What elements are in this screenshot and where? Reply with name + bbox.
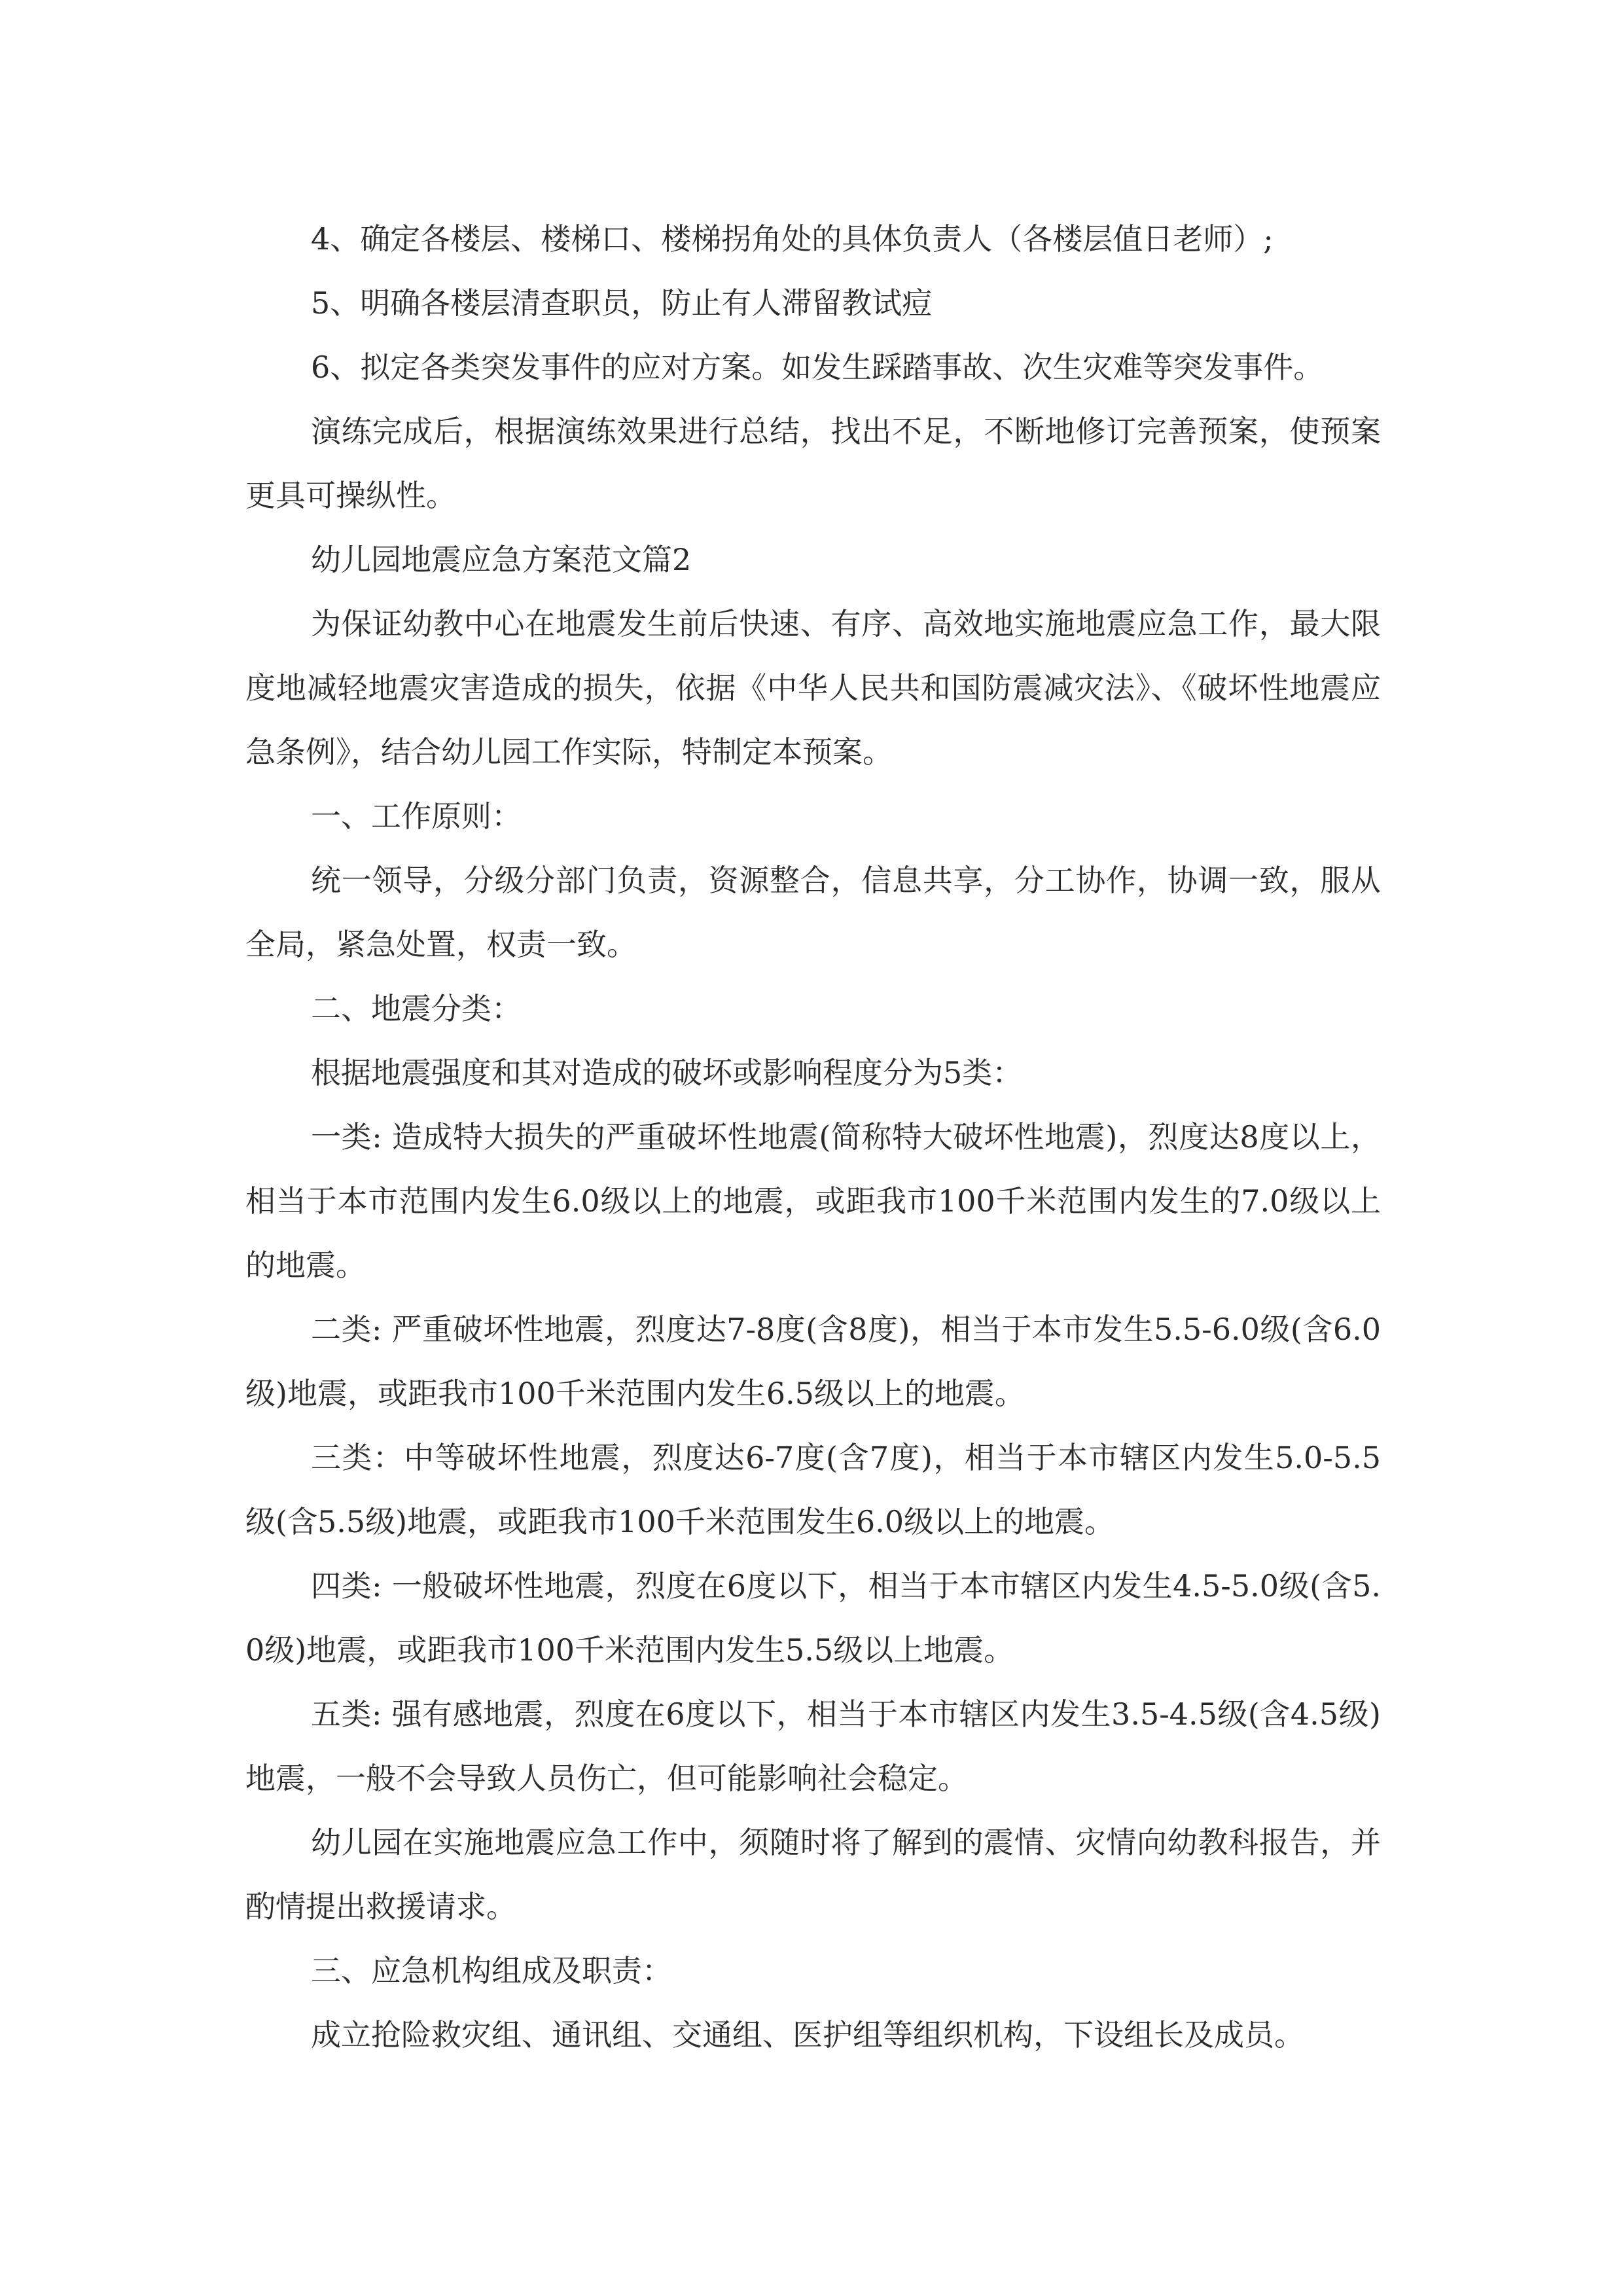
item-4-floor-responsibility: 4、确定各楼层、楼梯口、楼梯拐角处的具体负责人（各楼层值日老师）; — [311, 221, 1274, 257]
heading-earthquake-classification: 二、地震分类： — [311, 991, 522, 1026]
organization-paragraph: 成立抢险救灾组、通讯组、交通组、医护组等组织机构，下设组长及成员。 — [311, 2017, 1304, 2053]
heading-emergency-organization: 三、应急机构组成及职责： — [311, 1953, 672, 1988]
item-5-floor-inspection: 5、明确各楼层清查职员，防止有人滞留教试痘 — [311, 285, 933, 321]
purpose-paragraph: 为保证幼教中心在地震发生前后快速、有序、高效地实施地震应急工作，最大限度地减轻地震灾害造成的损失，依据《中华人民共和国防震减灾法》、《破坏性地震应急条例》，结合幼儿园工作实际，特制定本预案。 — [245, 606, 1381, 770]
classification-intro: 根据地震强度和其对造成的破坏或影响程度分为5类： — [311, 1055, 1023, 1090]
heading-work-principles: 一、工作原则： — [311, 798, 522, 834]
item-6-emergency-plans: 6、拟定各类突发事件的应对方案。如发生踩踏事故、次生灾难等突发事件。 — [311, 350, 1324, 385]
class-4-paragraph: 四类: 一般破坏性地震，烈度在6度以下，相当于本市辖区内发生4.5-5.0级(含5.0级)地震，或距我市100千米范围内发生5.5级以上地震。 — [245, 1568, 1381, 1668]
document-page — [245, 207, 1381, 2067]
drill-summary-paragraph: 演练完成后，根据演练效果进行总结，找出不足，不断地修订完善预案，使预案更具可操纵性。 — [245, 414, 1381, 513]
work-principles-text: 统一领导，分级分部门负责，资源整合，信息共享，分工协作，协调一致，服从全局，紧急处置，权责一致。 — [245, 863, 1381, 962]
reporting-paragraph: 幼儿园在实施地震应急工作中，须随时将了解到的震情、灾情向幼教科报告，并酌情提出救援请求。 — [245, 1825, 1381, 1924]
class-1-paragraph: 一类: 造成特大损失的严重破坏性地震(简称特大破坏性地震)，烈度达8度以上，相当于本市范围内发生6.0级以上的地震，或距我市100千米范围内发生的7.0级以上的地震。 — [245, 1119, 1381, 1283]
class-2-paragraph: 二类: 严重破坏性地震，烈度达7-8度(含8度)，相当于本市发生5.5-6.0级(含6.0级)地震，或距我市100千米范围内发生6.5级以上的地震。 — [245, 1312, 1381, 1411]
class-3-paragraph: 三类：中等破坏性地震，烈度达6-7度(含7度)，相当于本市辖区内发生5.0-5.5级(含5.5级)地震，或距我市100千米范围发生6.0级以上的地震。 — [245, 1440, 1381, 1539]
class-5-paragraph: 五类: 强有感地震，烈度在6度以下，相当于本市辖区内发生3.5-4.5级(含4.5级)地震，一般不会导致人员伤亡，但可能影响社会稳定。 — [245, 1696, 1381, 1796]
section-heading-article-2: 幼儿园地震应急方案范文篇2 — [311, 542, 692, 577]
